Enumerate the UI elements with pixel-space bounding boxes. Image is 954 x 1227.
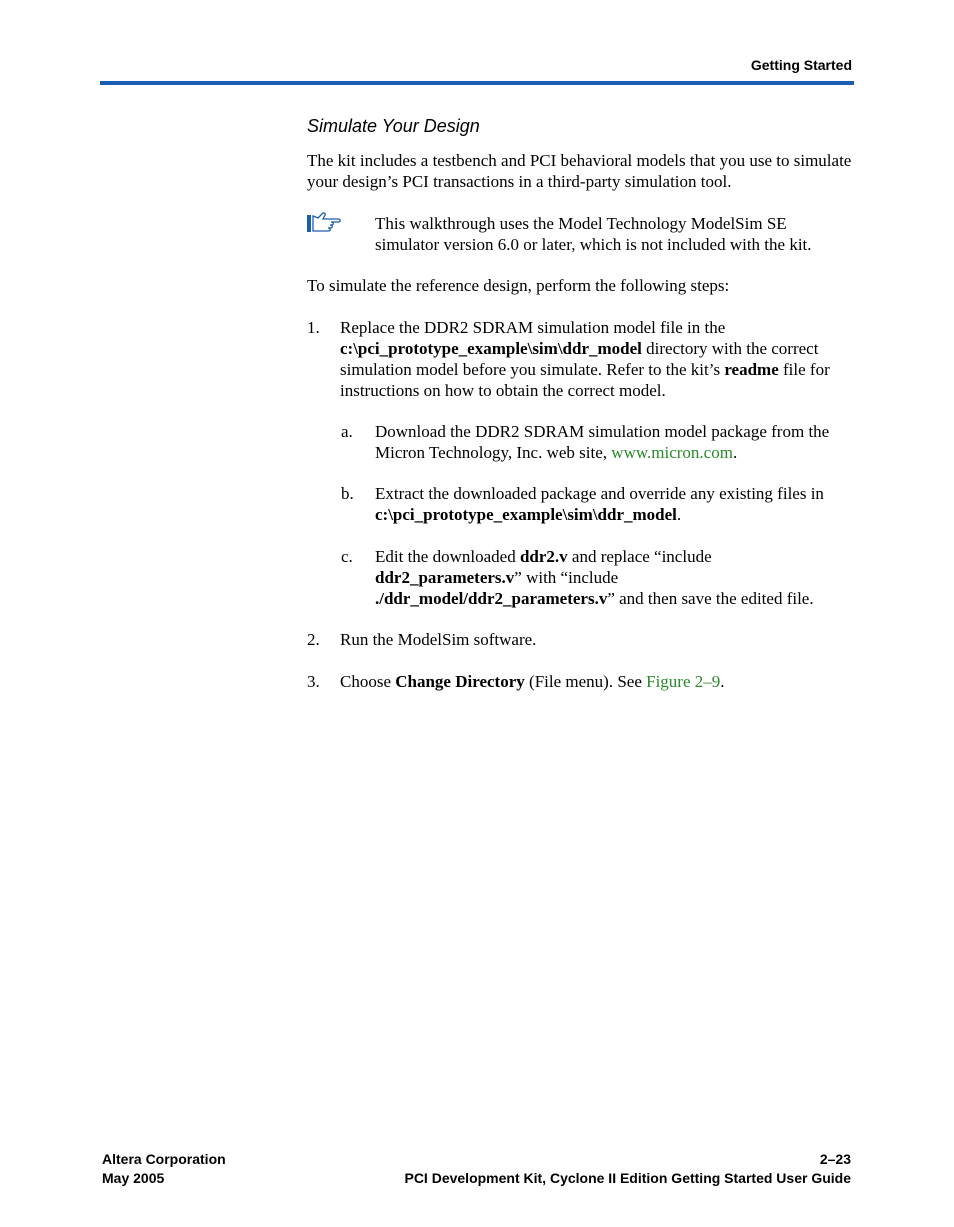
substep-letter: c. [341, 547, 353, 566]
substep-letter: b. [341, 484, 354, 503]
footer-left [102, 1150, 226, 1188]
footer-company: Altera Corporation [102, 1151, 226, 1167]
substep-text: Edit the downloaded ddr2.v and replace “include ddr2_parameters.v” with “include ./ddr_model/ddr2_parameters.v” and then save the edited file. [375, 547, 814, 608]
step-number: 3. [307, 672, 320, 691]
figure-link[interactable]: Figure 2–9 [646, 672, 721, 691]
directory-path: c:\pci_prototype_example\sim\ddr_model [375, 505, 677, 524]
parameters-file: ddr2_parameters.v [375, 568, 515, 587]
step-text: Choose Change Directory (File menu). See Figure 2–9. [340, 672, 725, 691]
substep-text: Download the DDR2 SDRAM simulation model package from the Micron Technology, Inc. web site, www.micron.com. [375, 422, 830, 462]
page-number: 2–23 [819, 1151, 851, 1167]
footer-date: May 2005 [102, 1170, 165, 1186]
parameters-path: ./ddr_model/ddr2_parameters.v [375, 589, 608, 608]
step-number: 1. [307, 318, 320, 337]
section-title: Simulate Your Design [307, 116, 480, 136]
lead-in-paragraph: To simulate the reference design, perform the following steps: [307, 276, 730, 295]
change-directory-command: Change Directory [395, 672, 525, 691]
footer-right [404, 1150, 851, 1188]
step-text: Replace the DDR2 SDRAM simulation model file in the c:\pci_prototype_example\sim\ddr_model directory with the correct simulation model before you simulate. Refer to the kit’s readme file for instructions on how to obtain the correct model. [340, 318, 830, 400]
guide-title: PCI Development Kit, Cyclone II Edition Getting Started User Guide [404, 1170, 851, 1186]
micron-link[interactable]: www.micron.com [611, 443, 733, 462]
running-header: Getting Started [750, 57, 852, 73]
directory-path: c:\pci_prototype_example\sim\ddr_model [340, 339, 642, 358]
ddr2-file: ddr2.v [519, 547, 568, 566]
header-rule [100, 81, 854, 85]
substep-letter: a. [341, 422, 353, 441]
substep-text: Extract the downloaded package and override any existing files in c:\pci_prototype_example\sim\ddr_model. [375, 484, 824, 524]
readme-file: readme [724, 360, 779, 379]
pointing-hand-icon [306, 212, 344, 234]
note-text: This walkthrough uses the Model Technology ModelSim SE simulator version 6.0 or later, which is not included with the kit. [375, 214, 812, 254]
step-number: 2. [307, 630, 320, 649]
step-text: Run the ModelSim software. [340, 630, 537, 649]
intro-paragraph: The kit includes a testbench and PCI behavioral models that you use to simulate your design’s PCI transactions in a third-party simulation tool. [307, 151, 852, 191]
